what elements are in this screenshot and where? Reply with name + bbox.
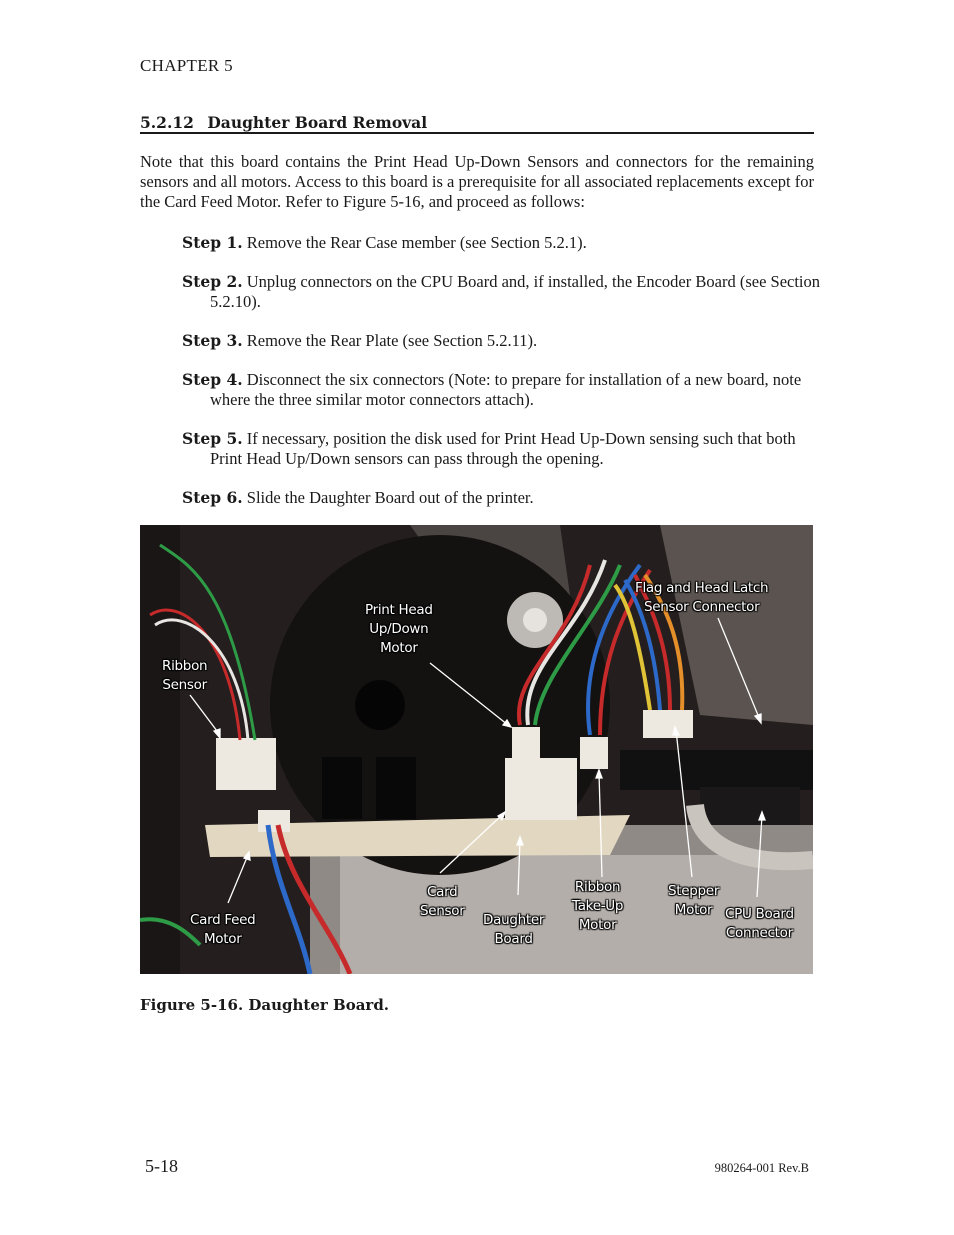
section-number: 5.2.12	[140, 113, 194, 132]
step-text: Remove the Rear Plate (see Section 5.2.11).	[246, 331, 538, 350]
step-item	[182, 370, 822, 410]
step-text: Disconnect the six connectors (Note: to prepare for installation of a new board, note where the three similar motor connectors attach).	[210, 370, 802, 409]
step-text: Slide the Daughter Board out of the printer.	[246, 488, 534, 507]
label-cpu-board-connector: CPU Board Connector	[725, 906, 794, 941]
page-number: 5-18	[145, 1156, 178, 1176]
step-item	[182, 429, 822, 469]
label-print-head-motor: Print Head Up/Down Motor	[365, 602, 433, 656]
step-item	[182, 488, 822, 508]
label-daughter-board: Daughter Board	[483, 912, 545, 947]
step-text: Unplug connectors on the CPU Board and, if installed, the Encoder Board (see Section 5.2.10).	[210, 272, 821, 311]
step-text: Remove the Rear Case member (see Section 5.2.1).	[246, 233, 587, 252]
step-label: Step 3.	[182, 331, 243, 350]
intro-paragraph: Note that this board contains the Print Head Up-Down Sensors and connectors for the remaining sensors and all motors. Access to this board is a prerequisite for all associated replacements except for the Card Feed Motor. Refer to Figure 5-16, and proceed as follows:	[140, 152, 814, 211]
step-label: Step 6.	[182, 488, 243, 507]
step-list	[182, 233, 822, 527]
step-item	[182, 272, 822, 312]
step-text: If necessary, position the disk used for Print Head Up-Down sensing such that both Print Head Up/Down sensors can pass through the opening.	[210, 429, 796, 468]
step-item	[182, 233, 822, 253]
label-stepper-motor: Stepper Motor	[668, 883, 720, 918]
chapter-header: CHAPTER 5	[140, 56, 233, 75]
step-item	[182, 331, 822, 351]
step-label: Step 4.	[182, 370, 243, 389]
label-card-feed-motor: Card Feed Motor	[190, 912, 256, 947]
label-ribbon-takeup-motor: Ribbon Take-Up Motor	[572, 879, 624, 933]
step-label: Step 5.	[182, 429, 243, 448]
label-ribbon-sensor: Ribbon Sensor	[162, 658, 208, 693]
figure-caption: Figure 5-16. Daughter Board.	[140, 996, 390, 1014]
section-title: Daughter Board Removal	[207, 113, 428, 132]
step-label: Step 2.	[182, 272, 243, 291]
section-heading	[140, 113, 814, 132]
section-rule	[140, 132, 814, 134]
step-label: Step 1.	[182, 233, 243, 252]
label-flag-head-latch: Flag and Head Latch Sensor Connector	[635, 580, 769, 615]
daughter-board-photo	[140, 525, 813, 974]
document-number: 980264-001 Rev.B	[714, 1161, 809, 1175]
label-card-sensor: Card Sensor	[420, 884, 465, 919]
